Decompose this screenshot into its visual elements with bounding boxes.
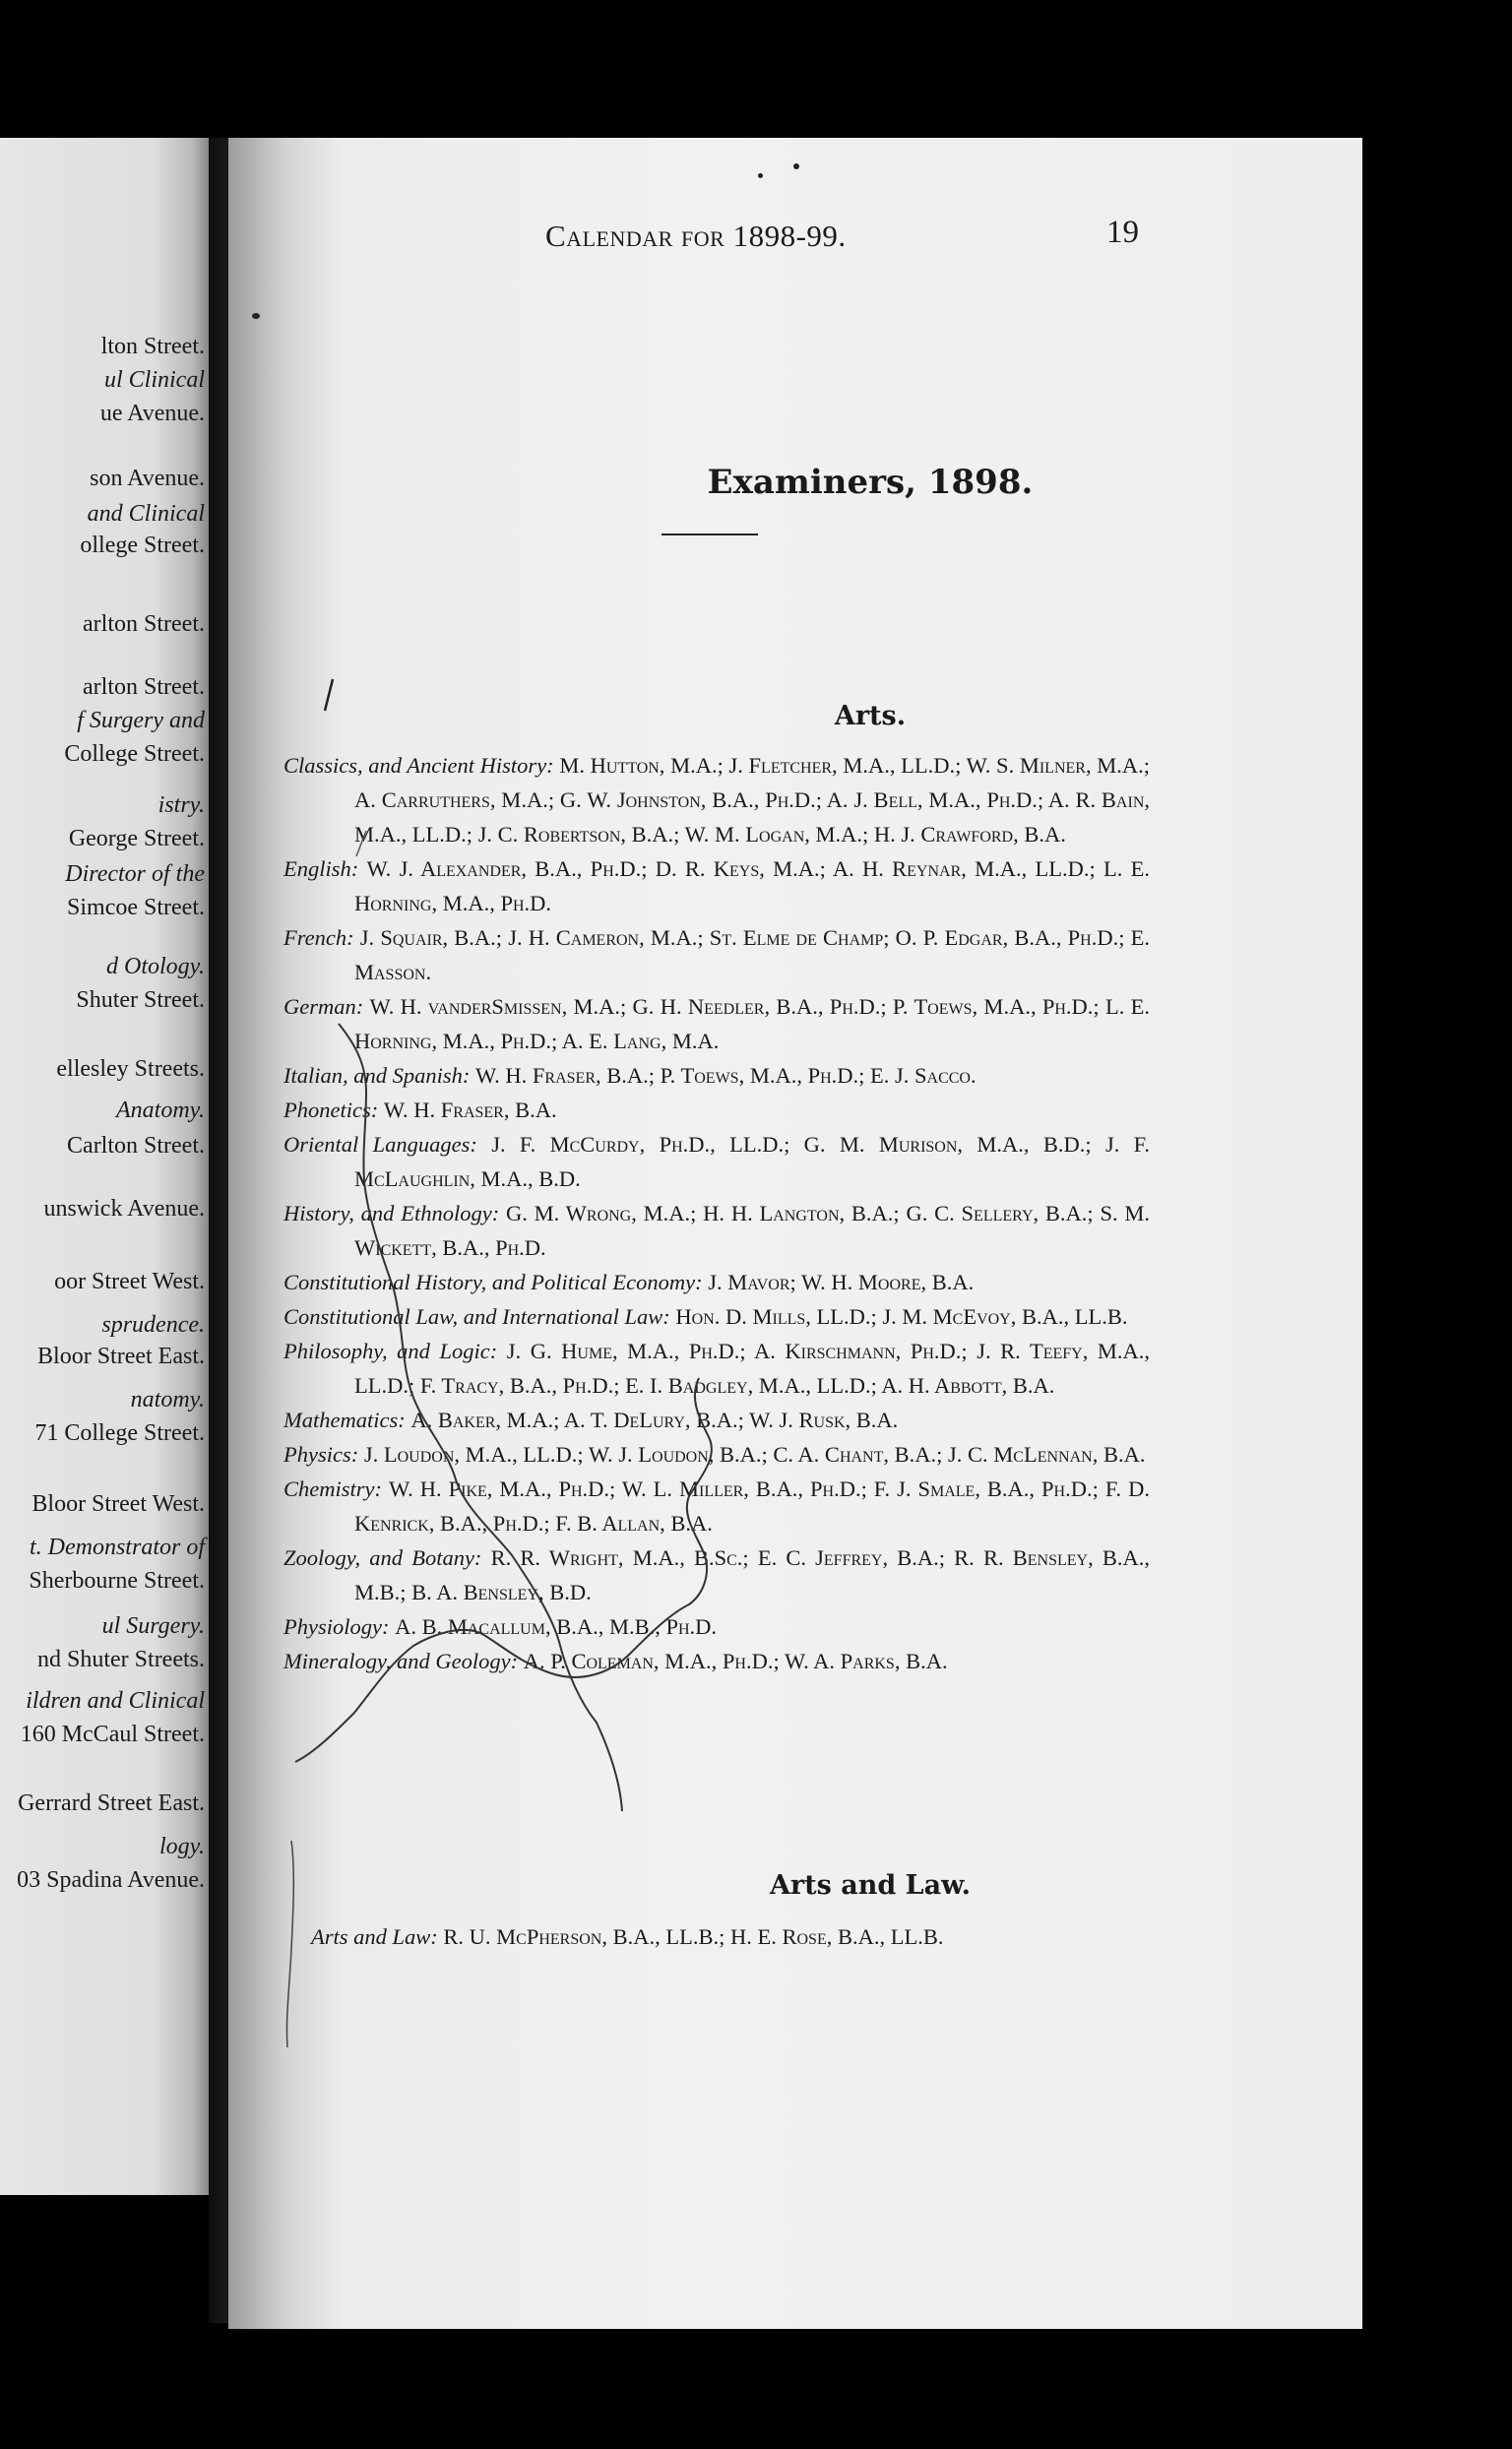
speck	[252, 313, 260, 319]
left-page-fragment: 71 College Street.	[34, 1420, 205, 1446]
left-page-fragment: arlton Street.	[83, 674, 205, 700]
examiner-entry	[284, 1437, 1150, 1472]
running-head: Calendar for 1898-99.	[545, 219, 847, 253]
left-page-fragment: d Otology.	[106, 954, 205, 979]
left-page-fragment: arlton Street.	[83, 611, 205, 637]
examiner-entry	[284, 748, 1150, 851]
entry-names: J. G. Hume, M.A., Ph.D.; A. Kirschmann, Ph.D.; J. R. Teefy, M.A., LL.D.; F. Tracy, B.A., Ph.D.; E. I. Badgley, M.A., LL.D.; A. H. Abbott, B.A.	[354, 1339, 1150, 1398]
entry-names: A. Baker, M.A.; A. T. DeLury, B.A.; W. J. Rusk, B.A.	[410, 1408, 899, 1432]
examiner-entry	[284, 1609, 1150, 1644]
arts-examiner-list	[284, 748, 1150, 1678]
entry-names: W. H. Fraser, B.A.; P. Toews, M.A., Ph.D.; E. J. Sacco.	[475, 1063, 976, 1088]
left-page-fragment: Bloor Street East.	[37, 1344, 205, 1369]
speck	[758, 173, 763, 178]
entry-field: French:	[284, 925, 354, 950]
entry-field: Chemistry:	[284, 1476, 382, 1501]
entry-names: Hon. D. Mills, LL.D.; J. M. McEvoy, B.A., LL.B.	[675, 1304, 1128, 1329]
entry-names: A. B. Macallum, B.A., M.B., Ph.D.	[395, 1614, 718, 1639]
entry-field: Italian, and Spanish:	[284, 1063, 471, 1088]
left-page-fragment: ue Avenue.	[99, 401, 205, 426]
entry-field: Philosophy, and Logic:	[284, 1339, 498, 1363]
entry-field: Arts and Law:	[311, 1924, 438, 1949]
section-heading-arts: Arts.	[834, 701, 907, 731]
examiner-entry	[284, 1403, 1150, 1437]
left-page-fragment: ellesley Streets.	[56, 1056, 205, 1082]
left-page-fragment: f Surgery and	[77, 708, 205, 733]
left-page-fragment: Sherbourne Street.	[29, 1568, 205, 1594]
left-page-fragment: 160 McCaul Street.	[20, 1722, 205, 1747]
left-page-fragment: ul Surgery.	[101, 1613, 205, 1639]
examiner-entry	[284, 1127, 1150, 1196]
examiner-entry	[284, 1196, 1150, 1265]
entry-names: R. R. Wright, M.A., B.Sc.; E. C. Jeffrey, B.A.; R. R. Bensley, B.A., M.B.; B. A. Bensley, B.D.	[354, 1545, 1151, 1604]
arts-and-law-entry	[311, 1919, 1158, 1954]
left-page-fragment: ul Clinical	[104, 367, 205, 393]
examiner-entry	[284, 1334, 1150, 1403]
left-page-fragment: 03 Spadina Avenue.	[17, 1867, 205, 1893]
entry-field: Constitutional History, and Political Economy:	[284, 1270, 703, 1294]
entry-names: R. U. McPherson, B.A., LL.B.; H. E. Rose, B.A., LL.B.	[443, 1924, 944, 1949]
left-page-fragment: logy.	[159, 1834, 205, 1859]
left-page-fragment: ildren and Clinical	[26, 1688, 205, 1714]
examiner-entry	[284, 1265, 1150, 1299]
left-page-fragment: College Street.	[64, 741, 205, 767]
left-page-fragment: Director of the	[65, 861, 205, 887]
entry-names: M. Hutton, M.A.; J. Fletcher, M.A., LL.D.; W. S. Milner, M.A.; A. Carruthers, M.A.; G. W. Johnston, B.A., Ph.D.; A. J. Bell, M.A., Ph.D.; A. R. Bain, M.A., LL.D.; J. C. Robertson, B.A.; W. M. Logan, M.A.; H. J. Crawford, B.A.	[354, 753, 1150, 847]
left-page-fragment: George Street.	[68, 826, 205, 851]
entry-names: J. F. McCurdy, Ph.D., LL.D.; G. M. Murison, M.A., B.D.; J. F. McLaughlin, M.A., B.D.	[354, 1132, 1150, 1191]
section-heading-arts-and-law: Arts and Law.	[769, 1870, 972, 1901]
entry-field: Phonetics:	[284, 1098, 379, 1122]
left-page-fragment: ollege Street.	[80, 533, 205, 558]
entry-field: Oriental Languages:	[284, 1132, 477, 1157]
entry-field: Physiology:	[284, 1614, 390, 1639]
examiner-entry	[284, 1540, 1150, 1609]
entry-names: J. Mavor; W. H. Moore, B.A.	[708, 1270, 975, 1294]
left-page-fragment: and Clinical	[87, 501, 205, 527]
examiner-entry	[284, 920, 1150, 989]
examiner-entry	[284, 1472, 1150, 1540]
page-number: 19	[1106, 215, 1139, 250]
entry-field: Mineralogy, and Geology:	[284, 1649, 519, 1673]
entry-names: G. M. Wrong, M.A.; H. H. Langton, B.A.; G. C. Sellery, B.A.; S. M. Wickett, B.A., Ph.D.	[354, 1201, 1151, 1260]
left-page-fragment: Anatomy.	[116, 1098, 205, 1123]
entry-names: W. H. Fraser, B.A.	[383, 1098, 557, 1122]
left-page-fragment: Bloor Street West.	[32, 1491, 205, 1517]
entry-field: History, and Ethnology:	[284, 1201, 500, 1225]
left-page-fragment: nd Shuter Streets.	[37, 1647, 205, 1672]
left-page-fragment: sprudence.	[101, 1312, 205, 1338]
left-page-fragment: Carlton Street.	[67, 1133, 205, 1159]
left-page-fragment: Shuter Street.	[76, 987, 205, 1013]
left-page-fragment: natomy.	[130, 1387, 205, 1413]
examiner-entry	[284, 1644, 1150, 1678]
entry-field: English:	[284, 856, 359, 881]
entry-field: Constitutional Law, and International Law:	[284, 1304, 670, 1329]
left-page-fragment: oor Street West.	[54, 1269, 205, 1294]
speck	[793, 163, 799, 169]
left-page-fragment: istry.	[158, 792, 205, 818]
examiner-entry	[284, 1093, 1150, 1127]
title-rule	[662, 534, 758, 535]
left-page-fragment: son Avenue.	[90, 466, 205, 491]
examiner-entry	[284, 989, 1150, 1058]
page-title: Examiners, 1898.	[707, 463, 1034, 502]
entry-names: A. P. Coleman, M.A., Ph.D.; W. A. Parks, B.A.	[523, 1649, 948, 1673]
left-page-fragment: Simcoe Street.	[67, 895, 205, 920]
left-page-fragment: t. Demonstrator of	[29, 1535, 205, 1560]
entry-field: Classics, and Ancient History:	[284, 753, 554, 778]
entry-names: W. H. Pike, M.A., Ph.D.; W. L. Miller, B.A., Ph.D.; F. J. Smale, B.A., Ph.D.; F. D. Kenrick, B.A., Ph.D.; F. B. Allan, B.A.	[354, 1476, 1151, 1536]
examiner-entry	[284, 851, 1150, 920]
left-page-fragment: unswick Avenue.	[43, 1196, 205, 1222]
entry-field: German:	[284, 994, 364, 1019]
entry-field: Physics:	[284, 1442, 359, 1467]
examiner-entry	[284, 1299, 1150, 1334]
entry-names: W. J. Alexander, B.A., Ph.D.; D. R. Keys, M.A.; A. H. Reynar, M.A., LL.D.; L. E. Horning, M.A., Ph.D.	[354, 856, 1151, 915]
entry-names: W. H. vanderSmissen, M.A.; G. H. Needler, B.A., Ph.D.; P. Toews, M.A., Ph.D.; L. E. Horning, M.A., Ph.D.; A. E. Lang, M.A.	[354, 994, 1151, 1053]
examiner-entry	[284, 1058, 1150, 1093]
entry-field: Mathematics:	[284, 1408, 406, 1432]
entry-names: J. Squair, B.A.; J. H. Cameron, M.A.; St. Elme de Champ; O. P. Edgar, B.A., Ph.D.; E. Masson.	[354, 925, 1150, 984]
entry-names: J. Loudon, M.A., LL.D.; W. J. Loudon, B.A.; C. A. Chant, B.A.; J. C. McLennan, B.A.	[363, 1442, 1146, 1467]
entry-field: Zoology, and Botany:	[284, 1545, 482, 1570]
left-page-fragment: Gerrard Street East.	[18, 1790, 205, 1816]
left-page-fragment: lton Street.	[100, 334, 205, 359]
